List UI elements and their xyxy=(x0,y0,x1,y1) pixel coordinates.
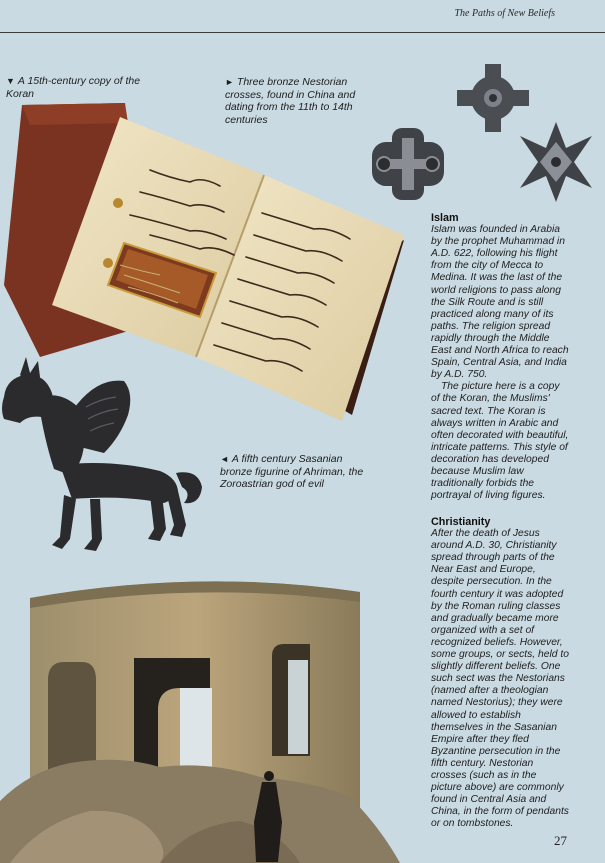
christianity-heading: Christianity xyxy=(431,516,491,528)
right-triangle-icon: ► xyxy=(225,77,234,87)
fire-temple-image xyxy=(0,560,430,863)
crosses-caption-text: Three bronze Nestorian crosses, found in China and dating from the 11th to 14th centuries xyxy=(225,76,356,126)
figurine-caption xyxy=(220,453,370,491)
left-triangle-icon: ◄ xyxy=(220,454,229,464)
christianity-section xyxy=(431,516,569,830)
koran-caption-text: A 15th-century copy of the Koran xyxy=(6,75,141,100)
header-title: The Paths of New Beliefs xyxy=(454,8,555,19)
nestorian-crosses-image xyxy=(368,66,596,206)
nestorian-cross-3 xyxy=(520,122,592,202)
islam-section xyxy=(431,212,569,502)
nestorian-cross-1 xyxy=(457,64,529,132)
islam-paragraph-2: The picture here is a copy of the Koran, the Muslims' sacred text. The Koran is always written in Arabic and often decorated with beautiful, intricate patterns. This style of decoration has developed because Muslim law traditionally forbids the portrayal of living figures. xyxy=(431,381,569,502)
islam-paragraph-1: Islam was founded in Arabia by the prophet Muhammad in A.D. 622, following his flight from the city of Mecca to Medina. It was the last of the world religions to pass along the Silk Route and is still practiced along many of its paths. The religion spread rapidly through the Middle East and North Africa to reach Spain, Central Asia, and India by A.D. 750. xyxy=(431,224,569,381)
figurine-caption-text: A fifth century Sasanian bronze figurine of Ahriman, the Zoroastrian god of evil xyxy=(220,453,364,490)
christianity-paragraph-1: After the death of Jesus around A.D. 30, Christianity spread through parts of the Near East and Europe, despite persecution. In the fourth century it was adopted by the Roman ruling classes and gradually became more organized with a set of recognized beliefs. However, some groups, or sects, held to slightly different beliefs. One such sect was the Nestorians (named after a theologian named Nestorius); they were allowed to establish themselves in the Sasanian Empire after they fled Byzantine persecution in the fifth century. Nestorian crosses (such as in the picture above) are commonly found in Central Asia and China, in the form of pendants or on tombstones. xyxy=(431,528,569,830)
header-rule xyxy=(0,32,605,33)
ahriman-figurine-image xyxy=(0,355,210,560)
down-triangle-icon: ▼ xyxy=(6,76,15,86)
islam-heading: Islam xyxy=(431,212,459,224)
nestorian-cross-2 xyxy=(372,128,444,200)
page-number: 27 xyxy=(554,833,567,848)
